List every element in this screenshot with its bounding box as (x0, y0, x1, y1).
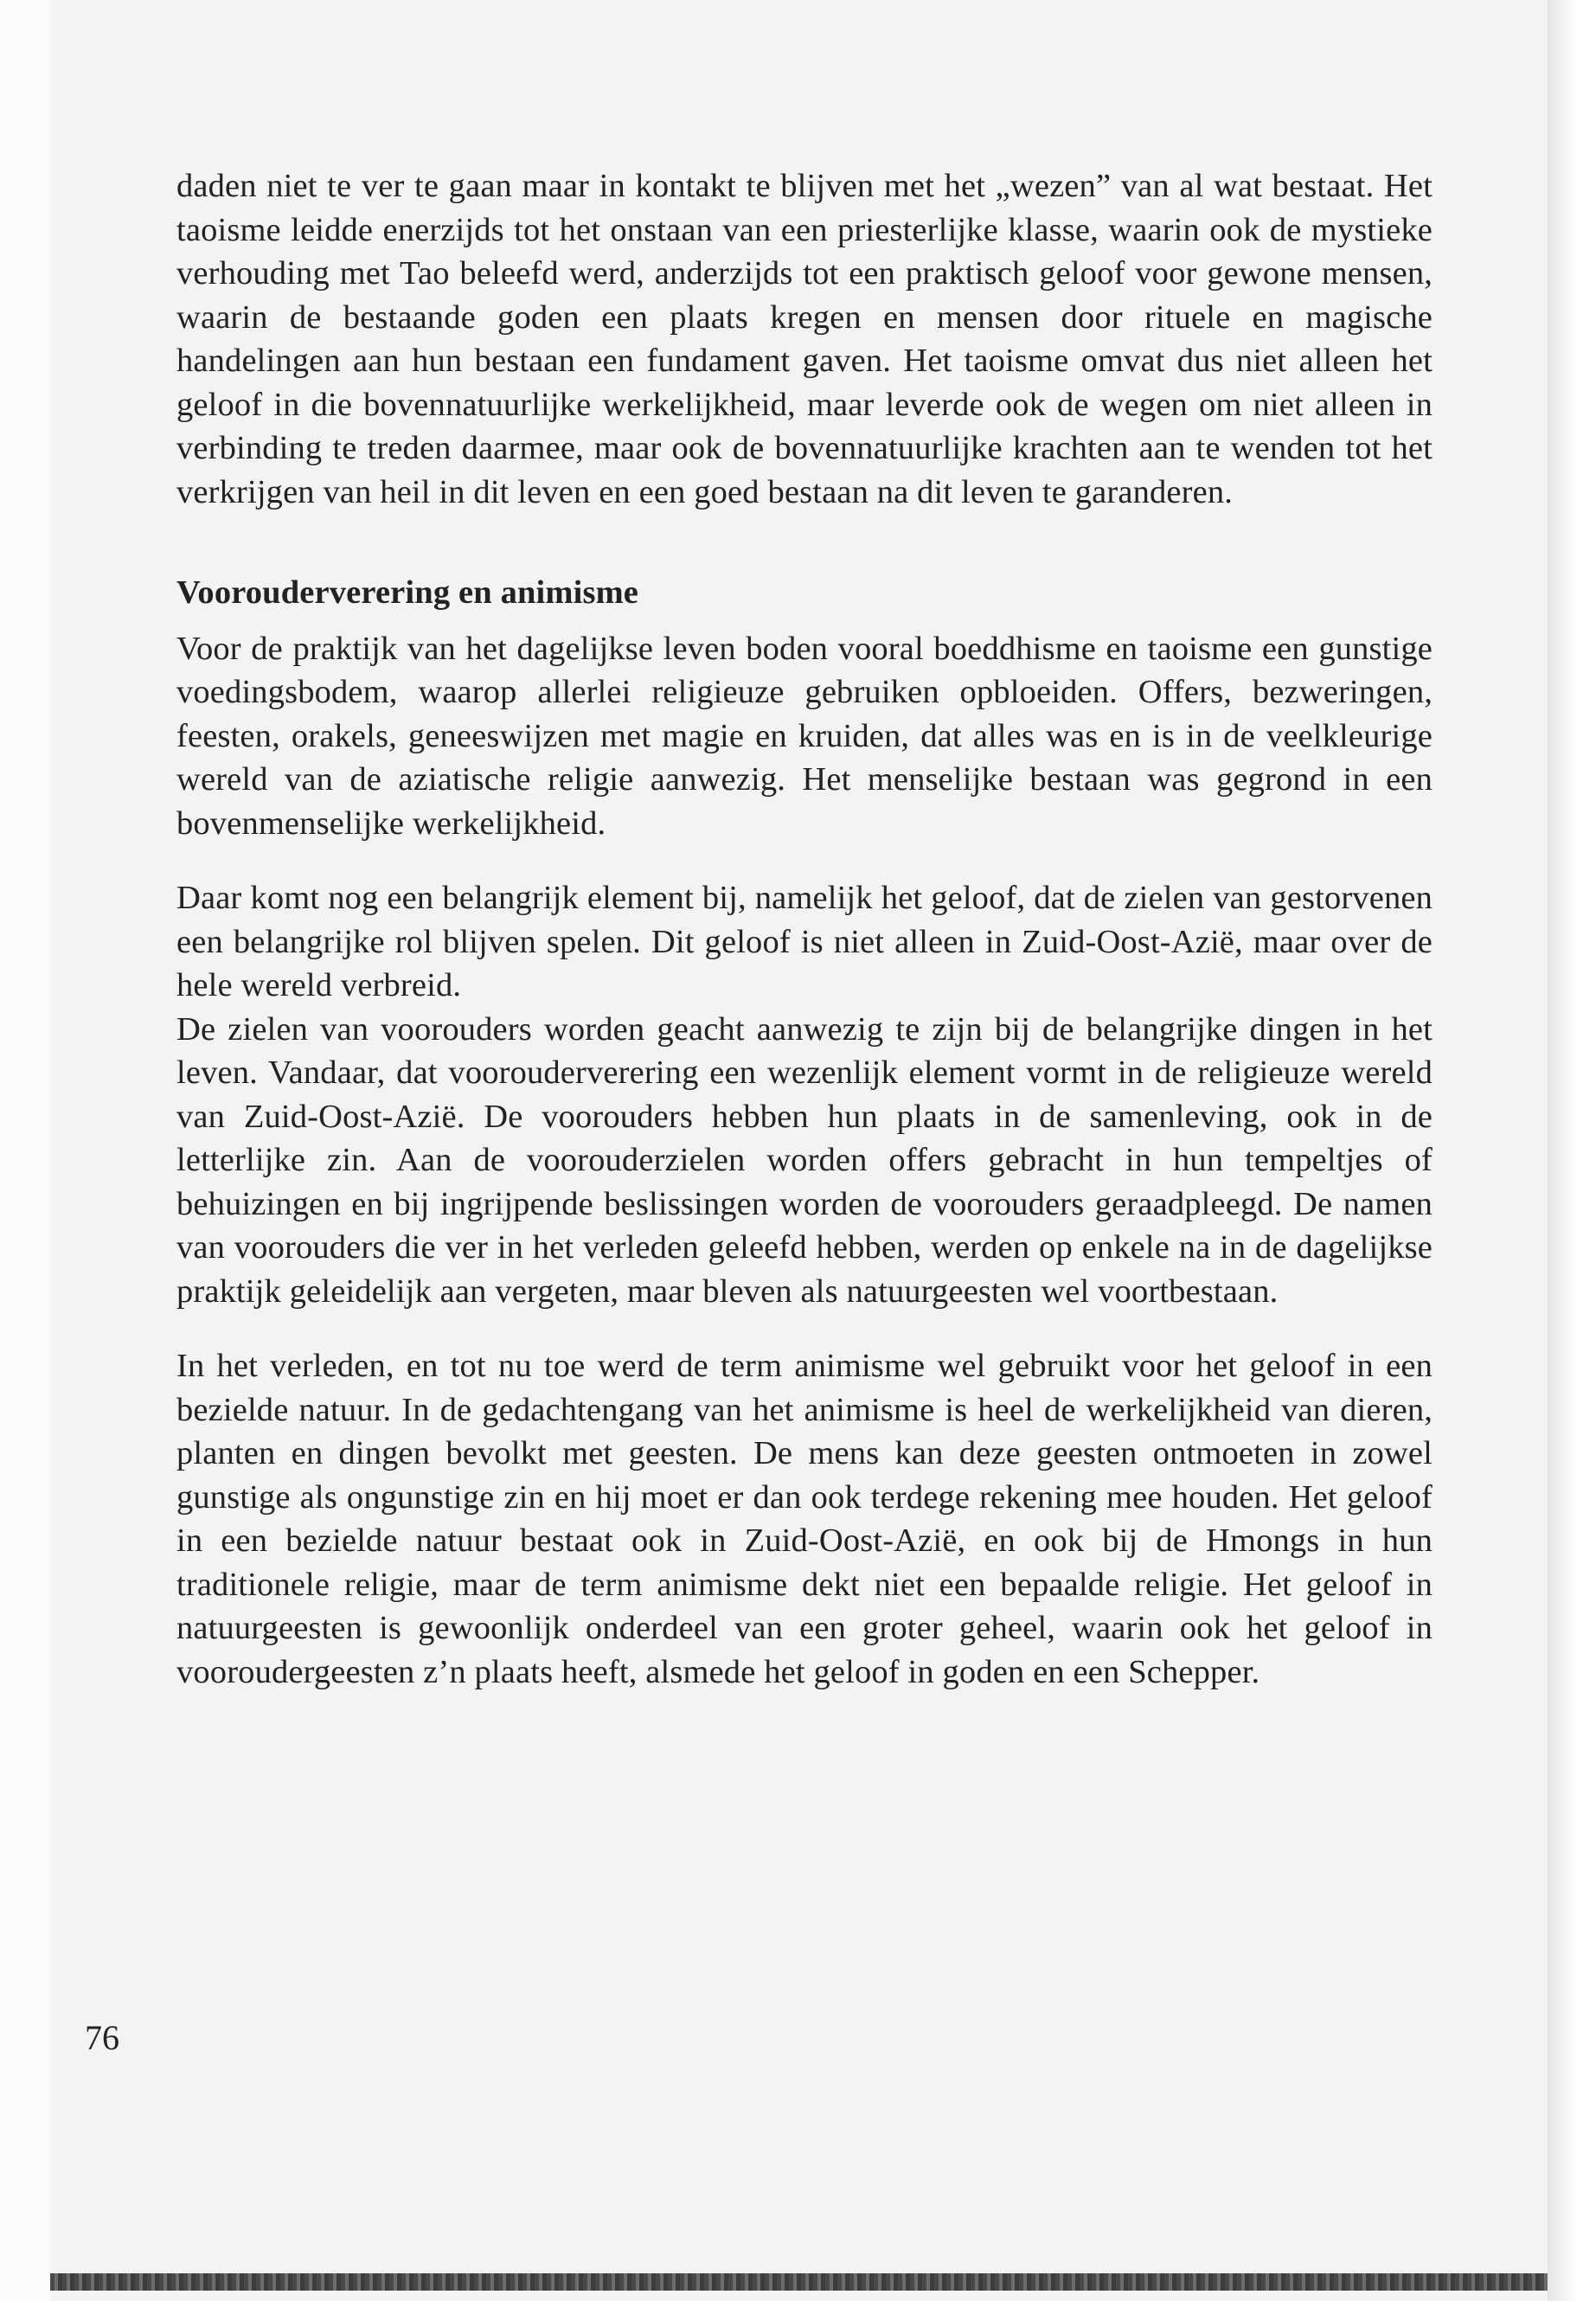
paragraph-animism: In het verleden, en tot nu toe werd de term animisme wel gebruikt voor het geloof in een bezielde natuur. In de gedachtengang van het animisme is heel de werkelijkheid van dieren, planten en dingen bevolkt met geesten. De mens kan deze geesten ontmoeten in zowel gunstige als ongunstige zin en hij moet er dan ook terdege rekening mee houden. Het geloof in een bezielde natuur bestaat ook in Zuid-Oost-Azië, en ook bij de Hmongs in hun traditionele religie, maar de term animisme dekt niet een bepaalde religie. Het geloof in natuurgeesten is gewoonlijk onderdeel van een groter geheel, waarin ook het geloof in vooroudergeesten z’n plaats heeft, alsmede het geloof in goden en een Schepper. (176, 1348, 1433, 1690)
paragraph-ancestor-souls: Daar komt nog een belangrijk element bij, namelijk het geloof, dat de zielen van gestorvenen een belangrijke rol blijven spelen. Dit geloof is niet alleen in Zuid-Oost-Azië, maar over de hele wereld verbreid. (176, 880, 1433, 1003)
page-body (176, 164, 1433, 1694)
scan-margin-left (0, 0, 50, 2301)
paragraph-ancestor-veneration: De zielen van voorouders worden geacht aanwezig te zijn bij de belangrijke dingen in het leven. Vandaar, dat voorouderverering een wezenlijk element vormt in de religieuze wereld van Zuid-Oost-Azië. De voorouders hebben hun plaats in de samenleving, ook in de letterlijke zin. Aan de voorouderzielen worden offers gebracht in hun tempeltjes of behuizingen en bij ingrijpende beslissingen worden de voorouders geraadpleegd. De namen van voorouders die ver in het verleden geleefd hebben, werden op enkele na in de dagelijkse praktijk geleidelijk aan vergeten, maar bleven als natuurgeesten wel voortbestaan. (176, 1010, 1433, 1310)
section-heading: Voorouderverering en animisme (176, 574, 639, 611)
scan-margin-right (1548, 0, 1596, 2301)
paragraph-daily-life: Voor de praktijk van het dagelijkse leven boden vooral boeddhisme en taoisme een gunstige voedingsbodem, waarop allerlei religieuze gebruiken opbloeiden. Offers, bezweringen, feesten, orakels, geneeswijzen met magie en kruiden, dat alles was en is in de veelkleurige wereld van de aziatische religie aanwezig. Het menselijke bestaan was gegrond in een bovenmenselijke werkelijkheid. (176, 630, 1433, 842)
scan-edge-strip (50, 2273, 1548, 2291)
paragraph-intro: daden niet te ver te gaan maar in kontakt te blijven met het „wezen” van al wat bestaat. Het taoisme leidde enerzijds tot het onstaan van een priesterlijke klasse, waarin ook de mystieke verhouding met Tao beleefd werd, anderzijds tot een praktisch geloof voor gewone mensen, waarin de bestaande goden een plaats kregen en mensen door rituele en magische handelingen aan hun bestaan een fundament gaven. Het taoisme omvat dus niet alleen het geloof in die bovennatuurlijke werkelijkheid, maar leverde ook de wegen om niet alleen in verbinding te treden daarmee, maar ook de bovennatuurlijke krachten aan te wenden tot het verkrijgen van heil in dit leven en een goed bestaan na dit leven te garanderen. (176, 168, 1433, 510)
page-number: 76 (85, 2018, 119, 2057)
